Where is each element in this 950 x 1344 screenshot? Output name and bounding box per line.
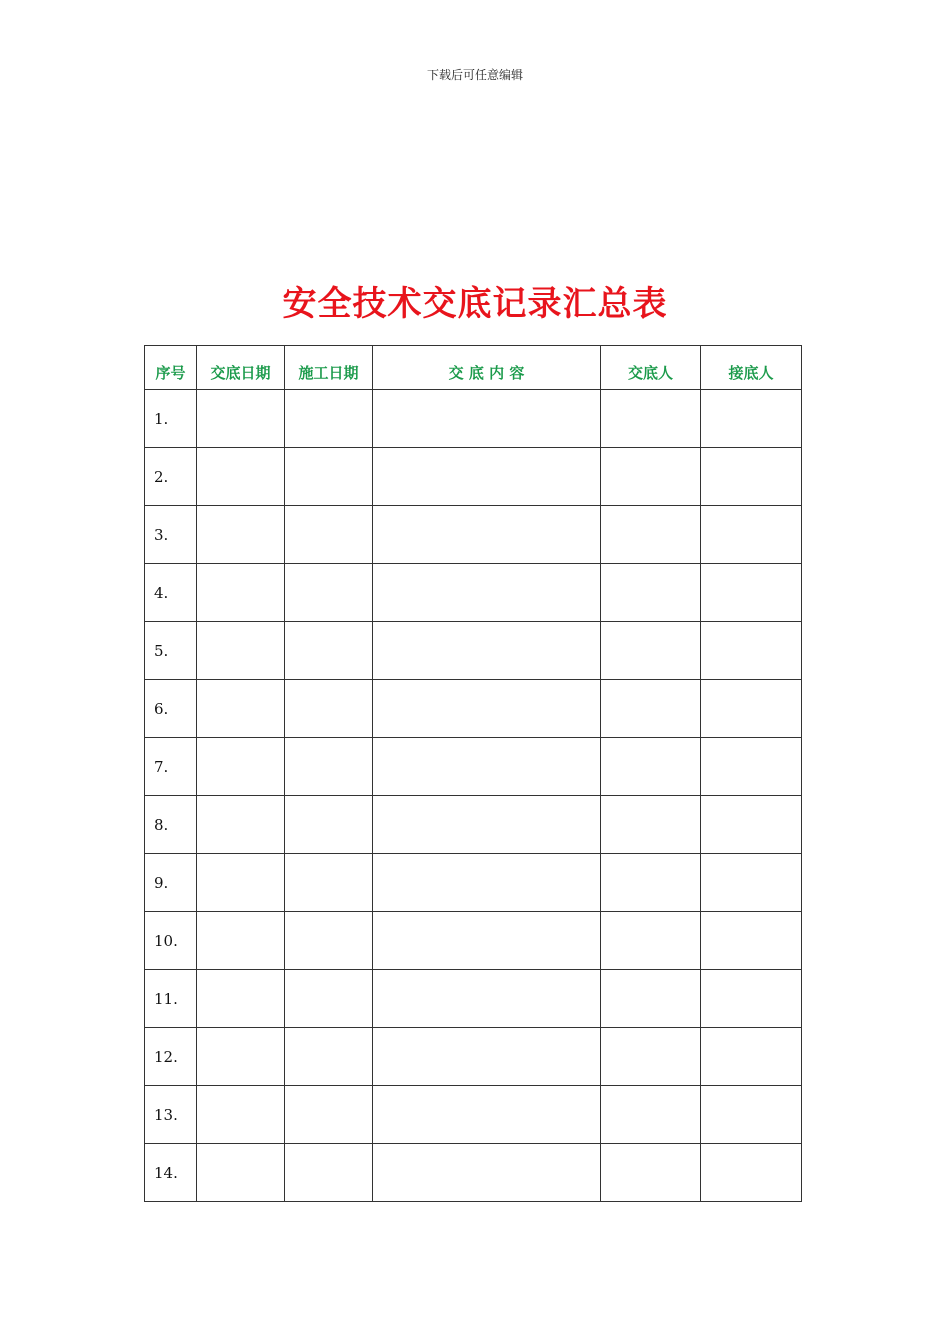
- presenter-cell[interactable]: [601, 564, 701, 622]
- construction-date-cell[interactable]: [285, 622, 373, 680]
- presenter-cell[interactable]: [601, 622, 701, 680]
- construction-date-cell[interactable]: [285, 506, 373, 564]
- receiver-cell[interactable]: [701, 738, 802, 796]
- receiver-cell[interactable]: [701, 622, 802, 680]
- seq-cell: 13.: [145, 1086, 197, 1144]
- content-cell[interactable]: [373, 564, 601, 622]
- receiver-cell[interactable]: [701, 564, 802, 622]
- seq-cell: 9.: [145, 854, 197, 912]
- presenter-cell[interactable]: [601, 912, 701, 970]
- seq-cell: 5.: [145, 622, 197, 680]
- handover-date-cell[interactable]: [197, 622, 285, 680]
- content-cell[interactable]: [373, 1144, 601, 1202]
- handover-date-cell[interactable]: [197, 506, 285, 564]
- presenter-cell[interactable]: [601, 1028, 701, 1086]
- content-cell[interactable]: [373, 448, 601, 506]
- construction-date-cell[interactable]: [285, 390, 373, 448]
- construction-date-cell[interactable]: [285, 796, 373, 854]
- construction-date-cell[interactable]: [285, 1028, 373, 1086]
- seq-cell: 10.: [145, 912, 197, 970]
- handover-date-cell[interactable]: [197, 912, 285, 970]
- record-table: [144, 345, 802, 1202]
- content-cell[interactable]: [373, 1028, 601, 1086]
- content-cell[interactable]: [373, 390, 601, 448]
- table-row: [145, 506, 802, 564]
- seq-cell: 7.: [145, 738, 197, 796]
- content-cell[interactable]: [373, 738, 601, 796]
- presenter-cell[interactable]: [601, 970, 701, 1028]
- table-row: [145, 738, 802, 796]
- table-body: [145, 390, 802, 1202]
- presenter-cell[interactable]: [601, 1086, 701, 1144]
- column-header-handover-date: 交底日期: [197, 346, 285, 390]
- presenter-cell[interactable]: [601, 506, 701, 564]
- table-row: [145, 796, 802, 854]
- presenter-cell[interactable]: [601, 1144, 701, 1202]
- content-cell[interactable]: [373, 622, 601, 680]
- column-header-construction-date: 施工日期: [285, 346, 373, 390]
- receiver-cell[interactable]: [701, 970, 802, 1028]
- seq-cell: 3.: [145, 506, 197, 564]
- handover-date-cell[interactable]: [197, 390, 285, 448]
- handover-date-cell[interactable]: [197, 970, 285, 1028]
- handover-date-cell[interactable]: [197, 854, 285, 912]
- presenter-cell[interactable]: [601, 680, 701, 738]
- construction-date-cell[interactable]: [285, 1086, 373, 1144]
- table-row: [145, 390, 802, 448]
- seq-cell: 4.: [145, 564, 197, 622]
- table-row: [145, 854, 802, 912]
- presenter-cell[interactable]: [601, 390, 701, 448]
- construction-date-cell[interactable]: [285, 564, 373, 622]
- handover-date-cell[interactable]: [197, 564, 285, 622]
- receiver-cell[interactable]: [701, 1144, 802, 1202]
- seq-cell: 8.: [145, 796, 197, 854]
- construction-date-cell[interactable]: [285, 1144, 373, 1202]
- receiver-cell[interactable]: [701, 1028, 802, 1086]
- table-row: [145, 1028, 802, 1086]
- receiver-cell[interactable]: [701, 1086, 802, 1144]
- document-title: 安全技术交底记录汇总表: [282, 284, 668, 324]
- receiver-cell[interactable]: [701, 912, 802, 970]
- receiver-cell[interactable]: [701, 680, 802, 738]
- presenter-cell[interactable]: [601, 854, 701, 912]
- table-header-row: [145, 346, 802, 390]
- construction-date-cell[interactable]: [285, 448, 373, 506]
- table-row: [145, 622, 802, 680]
- seq-cell: 14.: [145, 1144, 197, 1202]
- content-cell[interactable]: [373, 680, 601, 738]
- seq-cell: 1.: [145, 390, 197, 448]
- content-cell[interactable]: [373, 506, 601, 564]
- handover-date-cell[interactable]: [197, 1086, 285, 1144]
- seq-cell: 12.: [145, 1028, 197, 1086]
- column-header-receiver: 接底人: [701, 346, 802, 390]
- header-note: 下载后可任意编辑: [426, 68, 523, 82]
- table-row: [145, 564, 802, 622]
- content-cell[interactable]: [373, 1086, 601, 1144]
- receiver-cell[interactable]: [701, 448, 802, 506]
- receiver-cell[interactable]: [701, 506, 802, 564]
- table-row: [145, 680, 802, 738]
- receiver-cell[interactable]: [701, 854, 802, 912]
- handover-date-cell[interactable]: [197, 738, 285, 796]
- table-row: [145, 970, 802, 1028]
- seq-cell: 6.: [145, 680, 197, 738]
- column-header-presenter: 交底人: [601, 346, 701, 390]
- column-header-content: 交 底 内 容: [373, 346, 601, 390]
- receiver-cell[interactable]: [701, 796, 802, 854]
- content-cell[interactable]: [373, 912, 601, 970]
- seq-cell: 2.: [145, 448, 197, 506]
- seq-cell: 11.: [145, 970, 197, 1028]
- presenter-cell[interactable]: [601, 738, 701, 796]
- construction-date-cell[interactable]: [285, 970, 373, 1028]
- handover-date-cell[interactable]: [197, 1028, 285, 1086]
- content-cell[interactable]: [373, 796, 601, 854]
- content-cell[interactable]: [373, 970, 601, 1028]
- construction-date-cell[interactable]: [285, 854, 373, 912]
- table-row: [145, 448, 802, 506]
- presenter-cell[interactable]: [601, 448, 701, 506]
- construction-date-cell[interactable]: [285, 738, 373, 796]
- construction-date-cell[interactable]: [285, 680, 373, 738]
- handover-date-cell[interactable]: [197, 680, 285, 738]
- table-row: [145, 1144, 802, 1202]
- presenter-cell[interactable]: [601, 796, 701, 854]
- content-cell[interactable]: [373, 854, 601, 912]
- receiver-cell[interactable]: [701, 390, 802, 448]
- handover-date-cell[interactable]: [197, 796, 285, 854]
- handover-date-cell[interactable]: [197, 448, 285, 506]
- construction-date-cell[interactable]: [285, 912, 373, 970]
- table-row: [145, 912, 802, 970]
- column-header-seq: 序号: [145, 346, 197, 390]
- table-row: [145, 1086, 802, 1144]
- handover-date-cell[interactable]: [197, 1144, 285, 1202]
